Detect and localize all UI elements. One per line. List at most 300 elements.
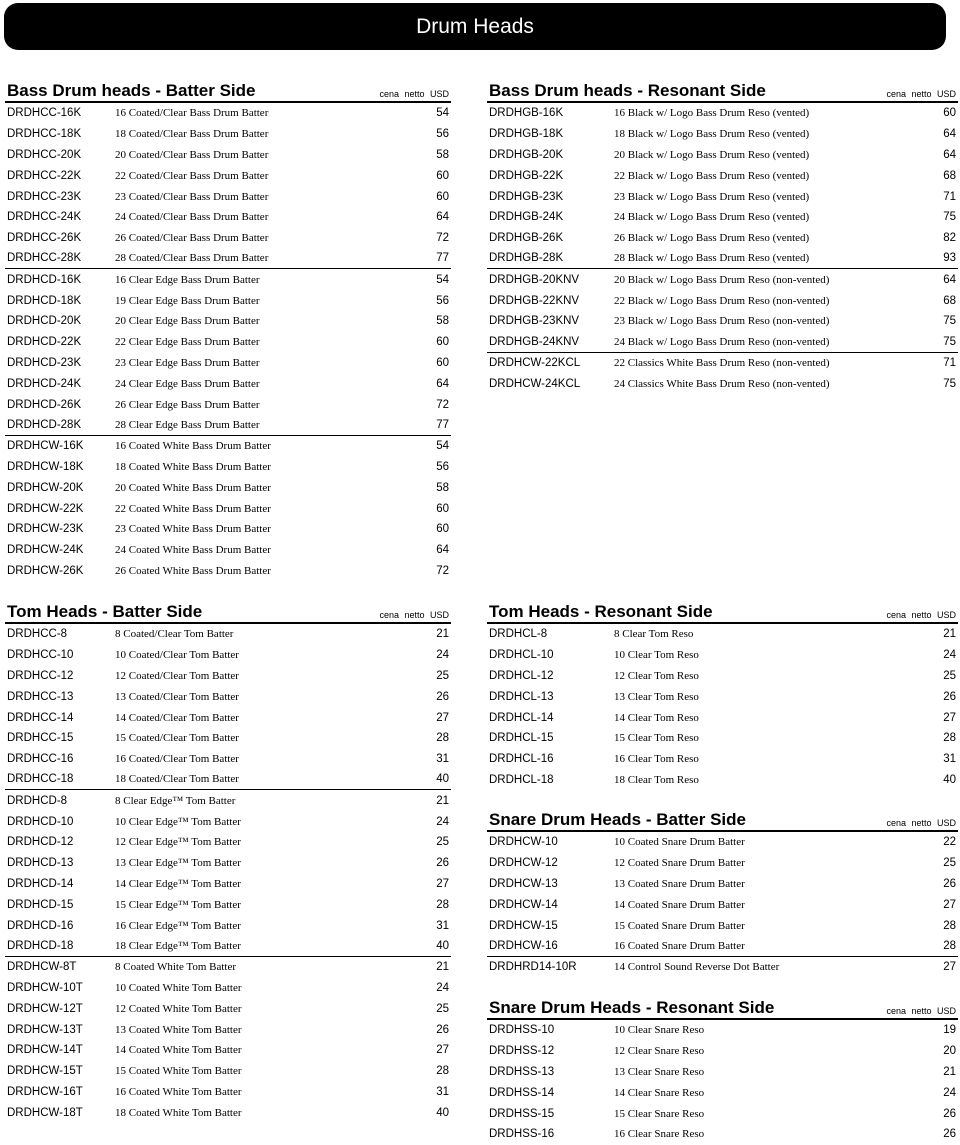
product-price: 27 — [436, 711, 449, 724]
product-code: DRDHGB-22K — [489, 169, 564, 182]
product-code: DRDHCD-13 — [7, 857, 74, 870]
product-desc: 12 Coated White Tom Batter — [115, 1002, 242, 1015]
product-code: DRDHCD-28K — [7, 418, 82, 431]
product-code: DRDHCD-16 — [7, 919, 74, 932]
product-code: DRDHCL-18 — [489, 773, 554, 786]
product-price: 27 — [943, 961, 956, 974]
product-desc: 22 Coated White Bass Drum Batter — [115, 502, 271, 515]
product-code: DRDHCC-8 — [7, 628, 68, 641]
product-price: 31 — [943, 753, 956, 766]
product-code: DRDHCW-15T — [7, 1065, 83, 1078]
product-code: DRDHRD14-10R — [489, 961, 577, 974]
product-desc: 22 Classics White Bass Drum Reso (non-vented) — [614, 356, 830, 369]
product-code: DRDHCC-12 — [7, 669, 74, 682]
product-code: DRDHCW-10 — [489, 836, 558, 849]
table-row — [5, 915, 451, 936]
table-row — [5, 1082, 451, 1103]
product-price: 22 — [943, 836, 956, 849]
product-price: 25 — [436, 1002, 449, 1015]
table-row — [487, 728, 958, 749]
product-desc: 8 Clear Tom Reso — [614, 628, 694, 641]
product-price: 28 — [943, 919, 956, 932]
table-row — [5, 874, 451, 895]
table-row — [487, 1020, 958, 1041]
product-desc: 26 Clear Edge Bass Drum Batter — [115, 398, 260, 411]
table-row — [5, 332, 451, 353]
product-desc: 16 Clear Edge Bass Drum Batter — [115, 273, 260, 286]
product-desc: 20 Black w/ Logo Bass Drum Reso (vented) — [614, 148, 810, 161]
product-code: DRDHCW-22K — [7, 502, 84, 515]
product-desc: 23 Black w/ Logo Bass Drum Reso (non-vented) — [614, 315, 830, 328]
table-row — [487, 707, 958, 728]
table-row — [487, 186, 958, 207]
table-row — [5, 1040, 451, 1061]
product-price: 71 — [943, 190, 956, 203]
product-price: 31 — [436, 753, 449, 766]
product-code: DRDHSS-13 — [489, 1065, 555, 1078]
price-column-header: cena netto USD — [886, 89, 956, 99]
product-code: DRDHGB-26K — [489, 232, 564, 245]
product-code: DRDHSS-14 — [489, 1086, 555, 1099]
product-desc: 13 Coated White Tom Batter — [115, 1023, 242, 1036]
price-column-header: cena netto USD — [886, 1006, 956, 1016]
product-price: 28 — [436, 732, 449, 745]
product-desc: 12 Coated Snare Drum Batter — [614, 857, 745, 870]
product-code: DRDHCC-20K — [7, 148, 82, 161]
table-row — [5, 436, 451, 457]
product-desc: 10 Coated/Clear Tom Batter — [115, 649, 239, 662]
product-code: DRDHCW-8T — [7, 961, 77, 974]
product-desc: 13 Coated/Clear Tom Batter — [115, 690, 239, 703]
product-code: DRDHCD-18K — [7, 294, 82, 307]
product-price: 25 — [436, 836, 449, 849]
table-row — [487, 915, 958, 936]
product-code: DRDHCW-18K — [7, 460, 84, 473]
product-price: 56 — [436, 128, 449, 141]
product-price: 27 — [943, 711, 956, 724]
product-price: 24 — [436, 981, 449, 994]
table-row — [5, 186, 451, 207]
product-price: 64 — [943, 148, 956, 161]
product-price: 26 — [943, 1107, 956, 1120]
section-title: Tom Heads - Resonant Side — [489, 602, 713, 621]
product-price: 75 — [943, 335, 956, 348]
product-code: DRDHCL-10 — [489, 649, 554, 662]
table-row — [487, 770, 958, 791]
product-desc: 12 Clear Snare Reso — [614, 1045, 705, 1058]
section-bass-resonant — [487, 79, 958, 394]
product-price: 71 — [943, 356, 956, 369]
product-code: DRDHCD-18 — [7, 939, 74, 952]
product-code: DRDHCD-12 — [7, 836, 74, 849]
product-price: 72 — [436, 232, 449, 245]
product-desc: 16 Clear Tom Reso — [614, 753, 699, 766]
table-row — [5, 394, 451, 415]
section-header — [5, 79, 451, 103]
section-title: Snare Drum Heads - Batter Side — [489, 810, 746, 829]
price-column-header: cena netto USD — [886, 818, 956, 828]
product-code: DRDHGB-28K — [489, 252, 564, 265]
product-desc: 18 Clear Tom Reso — [614, 773, 699, 786]
product-desc: 16 Coated White Bass Drum Batter — [115, 440, 271, 453]
table-row — [5, 561, 451, 582]
product-code: DRDHCW-24KCL — [489, 377, 581, 390]
product-desc: 26 Coated/Clear Bass Drum Batter — [115, 232, 269, 245]
product-desc: 13 Clear Tom Reso — [614, 690, 699, 703]
product-code: DRDHCD-14 — [7, 877, 74, 890]
section-header — [487, 79, 958, 103]
page-header — [4, 3, 946, 50]
table-row — [5, 749, 451, 770]
product-desc: 16 Coated White Tom Batter — [115, 1085, 242, 1098]
table-row — [487, 103, 958, 124]
product-desc: 28 Coated/Clear Bass Drum Batter — [115, 252, 269, 265]
product-desc: 19 Clear Edge Bass Drum Batter — [115, 294, 260, 307]
product-code: DRDHCW-12 — [489, 857, 558, 870]
product-code: DRDHGB-20KNV — [489, 273, 580, 286]
product-code: DRDHCD-8 — [7, 794, 68, 807]
product-price: 40 — [436, 1106, 449, 1119]
product-price: 58 — [436, 148, 449, 161]
product-price: 24 — [436, 649, 449, 662]
product-desc: 22 Clear Edge Bass Drum Batter — [115, 336, 260, 349]
table-row — [5, 228, 451, 249]
product-price: 75 — [943, 211, 956, 224]
product-desc: 20 Coated White Bass Drum Batter — [115, 481, 271, 494]
product-desc: 10 Clear Edge™ Tom Batter — [115, 815, 241, 828]
price-column-header: cena netto USD — [379, 610, 449, 620]
product-code: DRDHCW-24K — [7, 544, 84, 557]
product-desc: 18 Coated/Clear Bass Drum Batter — [115, 128, 269, 141]
product-desc: 28 Clear Edge Bass Drum Batter — [115, 418, 260, 431]
product-price: 28 — [943, 939, 956, 952]
product-price: 60 — [436, 523, 449, 536]
product-desc: 18 Coated/Clear Tom Batter — [115, 773, 239, 786]
product-code: DRDHCL-12 — [489, 669, 554, 682]
product-code: DRDHCC-16K — [7, 107, 82, 120]
price-column-header: cena netto USD — [886, 610, 956, 620]
table-row — [487, 853, 958, 874]
table-row — [5, 165, 451, 186]
product-price: 24 — [436, 815, 449, 828]
product-desc: 18 Coated White Tom Batter — [115, 1106, 242, 1119]
product-code: DRDHCC-24K — [7, 211, 82, 224]
product-code: DRDHCW-18T — [7, 1106, 83, 1119]
table-row — [5, 770, 451, 791]
product-code: DRDHSS-16 — [489, 1128, 555, 1141]
table-row — [5, 519, 451, 540]
product-price: 31 — [436, 1085, 449, 1098]
product-code: DRDHSS-10 — [489, 1024, 555, 1037]
product-code: DRDHCW-16K — [7, 440, 84, 453]
product-price: 25 — [943, 857, 956, 870]
product-price: 64 — [436, 211, 449, 224]
section-title: Tom Heads - Batter Side — [7, 602, 203, 621]
product-code: DRDHGB-22KNV — [489, 294, 580, 307]
product-price: 75 — [943, 315, 956, 328]
product-code: DRDHCC-26K — [7, 232, 82, 245]
table-row — [5, 645, 451, 666]
price-column-header: cena netto USD — [379, 89, 449, 99]
product-price: 21 — [943, 628, 956, 641]
section-header — [487, 600, 958, 624]
product-price: 60 — [436, 190, 449, 203]
product-code: DRDHCW-14T — [7, 1044, 83, 1057]
product-price: 27 — [943, 898, 956, 911]
section-snare-batter — [487, 808, 958, 978]
product-price: 25 — [436, 669, 449, 682]
product-price: 19 — [943, 1024, 956, 1037]
table-row — [487, 624, 958, 645]
table-row — [5, 373, 451, 394]
product-code: DRDHCC-18K — [7, 128, 82, 141]
product-desc: 22 Black w/ Logo Bass Drum Reso (non-vented) — [614, 294, 830, 307]
product-desc: 24 Classics White Bass Drum Reso (non-vented) — [614, 377, 830, 390]
product-desc: 13 Clear Edge™ Tom Batter — [115, 857, 241, 870]
table-row — [5, 811, 451, 832]
product-price: 68 — [943, 169, 956, 182]
product-desc: 24 Black w/ Logo Bass Drum Reso (non-vented) — [614, 335, 830, 348]
product-price: 60 — [436, 336, 449, 349]
table-row — [5, 540, 451, 561]
section-title: Snare Drum Heads - Resonant Side — [489, 998, 775, 1017]
product-price: 26 — [943, 1128, 956, 1141]
product-desc: 22 Black w/ Logo Bass Drum Reso (vented) — [614, 169, 810, 182]
product-price: 26 — [436, 857, 449, 870]
product-price: 26 — [436, 690, 449, 703]
product-desc: 10 Clear Snare Reso — [614, 1024, 705, 1037]
product-price: 21 — [943, 1065, 956, 1078]
table-row — [5, 978, 451, 999]
product-desc: 16 Clear Edge™ Tom Batter — [115, 919, 241, 932]
page-title: Drum Heads — [416, 14, 534, 38]
product-code: DRDHCW-10T — [7, 981, 83, 994]
section-header — [487, 996, 958, 1020]
product-desc: 8 Coated White Tom Batter — [115, 961, 237, 974]
table-row — [487, 332, 958, 353]
product-code: DRDHCW-13 — [489, 877, 558, 890]
product-price: 28 — [436, 1065, 449, 1078]
table-row — [5, 477, 451, 498]
table-row — [487, 1103, 958, 1124]
table-row — [5, 707, 451, 728]
product-price: 93 — [943, 252, 956, 265]
section-header — [5, 600, 451, 624]
product-code: DRDHCD-20K — [7, 315, 82, 328]
product-price: 77 — [436, 418, 449, 431]
product-code: DRDHCC-16 — [7, 753, 74, 766]
product-price: 58 — [436, 481, 449, 494]
product-desc: 15 Clear Edge™ Tom Batter — [115, 898, 241, 911]
section-bass-batter — [5, 79, 451, 581]
product-price: 60 — [436, 502, 449, 515]
product-desc: 15 Coated Snare Drum Batter — [614, 919, 745, 932]
table-row — [5, 666, 451, 687]
product-desc: 10 Clear Tom Reso — [614, 649, 699, 662]
product-code: DRDHCD-24K — [7, 377, 82, 390]
table-row — [5, 103, 451, 124]
product-code: DRDHCD-26K — [7, 398, 82, 411]
section-tom-batter — [5, 600, 451, 1123]
section-tom-resonant — [487, 600, 958, 790]
product-desc: 18 Coated White Bass Drum Batter — [115, 460, 271, 473]
product-price: 68 — [943, 294, 956, 307]
table-row — [5, 145, 451, 166]
product-price: 28 — [943, 732, 956, 745]
table-row — [487, 957, 958, 978]
product-code: DRDHCW-20K — [7, 481, 84, 494]
product-desc: 8 Clear Edge™ Tom Batter — [115, 794, 236, 807]
table-row — [487, 269, 958, 290]
product-desc: 14 Clear Snare Reso — [614, 1086, 705, 1099]
product-price: 40 — [943, 773, 956, 786]
product-desc: 23 Coated White Bass Drum Batter — [115, 523, 271, 536]
product-price: 54 — [436, 273, 449, 286]
product-price: 64 — [436, 377, 449, 390]
table-row — [5, 894, 451, 915]
product-code: DRDHCW-15 — [489, 919, 558, 932]
product-desc: 20 Clear Edge Bass Drum Batter — [115, 315, 260, 328]
product-desc: 20 Black w/ Logo Bass Drum Reso (non-vented) — [614, 273, 830, 286]
product-desc: 15 Clear Snare Reso — [614, 1107, 705, 1120]
product-price: 77 — [436, 252, 449, 265]
table-row — [487, 936, 958, 957]
product-desc: 24 Black w/ Logo Bass Drum Reso (vented) — [614, 211, 810, 224]
product-price: 64 — [943, 128, 956, 141]
product-desc: 10 Coated White Tom Batter — [115, 981, 242, 994]
product-desc: 23 Clear Edge Bass Drum Batter — [115, 356, 260, 369]
table-row — [5, 1019, 451, 1040]
product-code: DRDHCW-13T — [7, 1023, 83, 1036]
product-price: 75 — [943, 377, 956, 390]
product-desc: 12 Coated/Clear Tom Batter — [115, 669, 239, 682]
table-row — [487, 311, 958, 332]
product-desc: 24 Coated White Bass Drum Batter — [115, 544, 271, 557]
table-row — [487, 1082, 958, 1103]
product-code: DRDHCC-13 — [7, 690, 74, 703]
product-price: 56 — [436, 294, 449, 307]
product-code: DRDHCC-23K — [7, 190, 82, 203]
product-code: DRDHGB-18K — [489, 128, 564, 141]
product-code: DRDHCW-26K — [7, 564, 84, 577]
product-desc: 13 Coated Snare Drum Batter — [614, 877, 745, 890]
table-row — [487, 832, 958, 853]
table-row — [487, 353, 958, 374]
product-price: 21 — [436, 961, 449, 974]
product-price: 72 — [436, 564, 449, 577]
product-code: DRDHCL-8 — [489, 628, 548, 641]
table-row — [5, 957, 451, 978]
table-row — [5, 415, 451, 436]
product-code: DRDHCW-16 — [489, 939, 558, 952]
product-desc: 22 Coated/Clear Bass Drum Batter — [115, 169, 269, 182]
table-row — [5, 353, 451, 374]
product-desc: 26 Black w/ Logo Bass Drum Reso (vented) — [614, 232, 810, 245]
section-title: Bass Drum heads - Resonant Side — [489, 81, 766, 100]
table-row — [5, 249, 451, 270]
product-desc: 14 Coated White Tom Batter — [115, 1044, 242, 1057]
product-code: DRDHCW-12T — [7, 1002, 83, 1015]
table-row — [5, 290, 451, 311]
table-row — [487, 874, 958, 895]
table-row — [5, 457, 451, 478]
section-header — [487, 808, 958, 832]
product-code: DRDHSS-12 — [489, 1045, 555, 1058]
product-code: DRDHCC-10 — [7, 649, 74, 662]
table-row — [487, 894, 958, 915]
table-row — [487, 666, 958, 687]
product-price: 20 — [943, 1045, 956, 1058]
product-price: 21 — [436, 794, 449, 807]
product-desc: 16 Black w/ Logo Bass Drum Reso (vented) — [614, 107, 810, 120]
product-price: 27 — [436, 1044, 449, 1057]
table-row — [487, 228, 958, 249]
product-desc: 8 Coated/Clear Tom Batter — [115, 628, 234, 641]
table-row — [5, 498, 451, 519]
product-price: 26 — [943, 690, 956, 703]
product-price: 25 — [943, 669, 956, 682]
product-code: DRDHCD-16K — [7, 273, 82, 286]
product-price: 26 — [436, 1023, 449, 1036]
product-price: 60 — [943, 107, 956, 120]
table-row — [5, 624, 451, 645]
table-row — [5, 832, 451, 853]
table-row — [487, 645, 958, 666]
product-price: 28 — [436, 898, 449, 911]
product-code: DRDHGB-16K — [489, 107, 564, 120]
product-price: 54 — [436, 107, 449, 120]
table-row — [487, 686, 958, 707]
table-row — [487, 1041, 958, 1062]
product-desc: 16 Coated/Clear Tom Batter — [115, 753, 239, 766]
section-snare-resonant — [487, 996, 958, 1145]
product-desc: 15 Coated White Tom Batter — [115, 1065, 242, 1078]
product-price: 56 — [436, 460, 449, 473]
table-row — [5, 1061, 451, 1082]
table-row — [487, 124, 958, 145]
table-row — [5, 998, 451, 1019]
product-price: 24 — [943, 649, 956, 662]
table-row — [5, 790, 451, 811]
product-price: 64 — [943, 273, 956, 286]
product-price: 60 — [436, 169, 449, 182]
product-code: DRDHCD-10 — [7, 815, 74, 828]
product-code: DRDHCW-14 — [489, 898, 558, 911]
product-code: DRDHCW-16T — [7, 1085, 83, 1098]
product-desc: 12 Clear Tom Reso — [614, 669, 699, 682]
product-code: DRDHCL-16 — [489, 753, 554, 766]
table-row — [5, 1102, 451, 1123]
table-row — [487, 749, 958, 770]
product-code: DRDHCD-23K — [7, 356, 82, 369]
table-row — [5, 269, 451, 290]
product-code: DRDHCC-28K — [7, 252, 82, 265]
product-code: DRDHCW-23K — [7, 523, 84, 536]
product-desc: 18 Clear Edge™ Tom Batter — [115, 939, 241, 952]
product-price: 40 — [436, 939, 449, 952]
product-price: 58 — [436, 315, 449, 328]
product-desc: 28 Black w/ Logo Bass Drum Reso (vented) — [614, 252, 810, 265]
product-code: DRDHGB-23KNV — [489, 315, 580, 328]
product-desc: 16 Coated Snare Drum Batter — [614, 939, 745, 952]
product-desc: 14 Control Sound Reverse Dot Batter — [614, 961, 780, 974]
product-code: DRDHCC-22K — [7, 169, 82, 182]
product-desc: 23 Black w/ Logo Bass Drum Reso (vented) — [614, 190, 810, 203]
product-price: 21 — [436, 628, 449, 641]
table-row — [487, 145, 958, 166]
product-desc: 20 Coated/Clear Bass Drum Batter — [115, 148, 269, 161]
table-row — [487, 249, 958, 270]
